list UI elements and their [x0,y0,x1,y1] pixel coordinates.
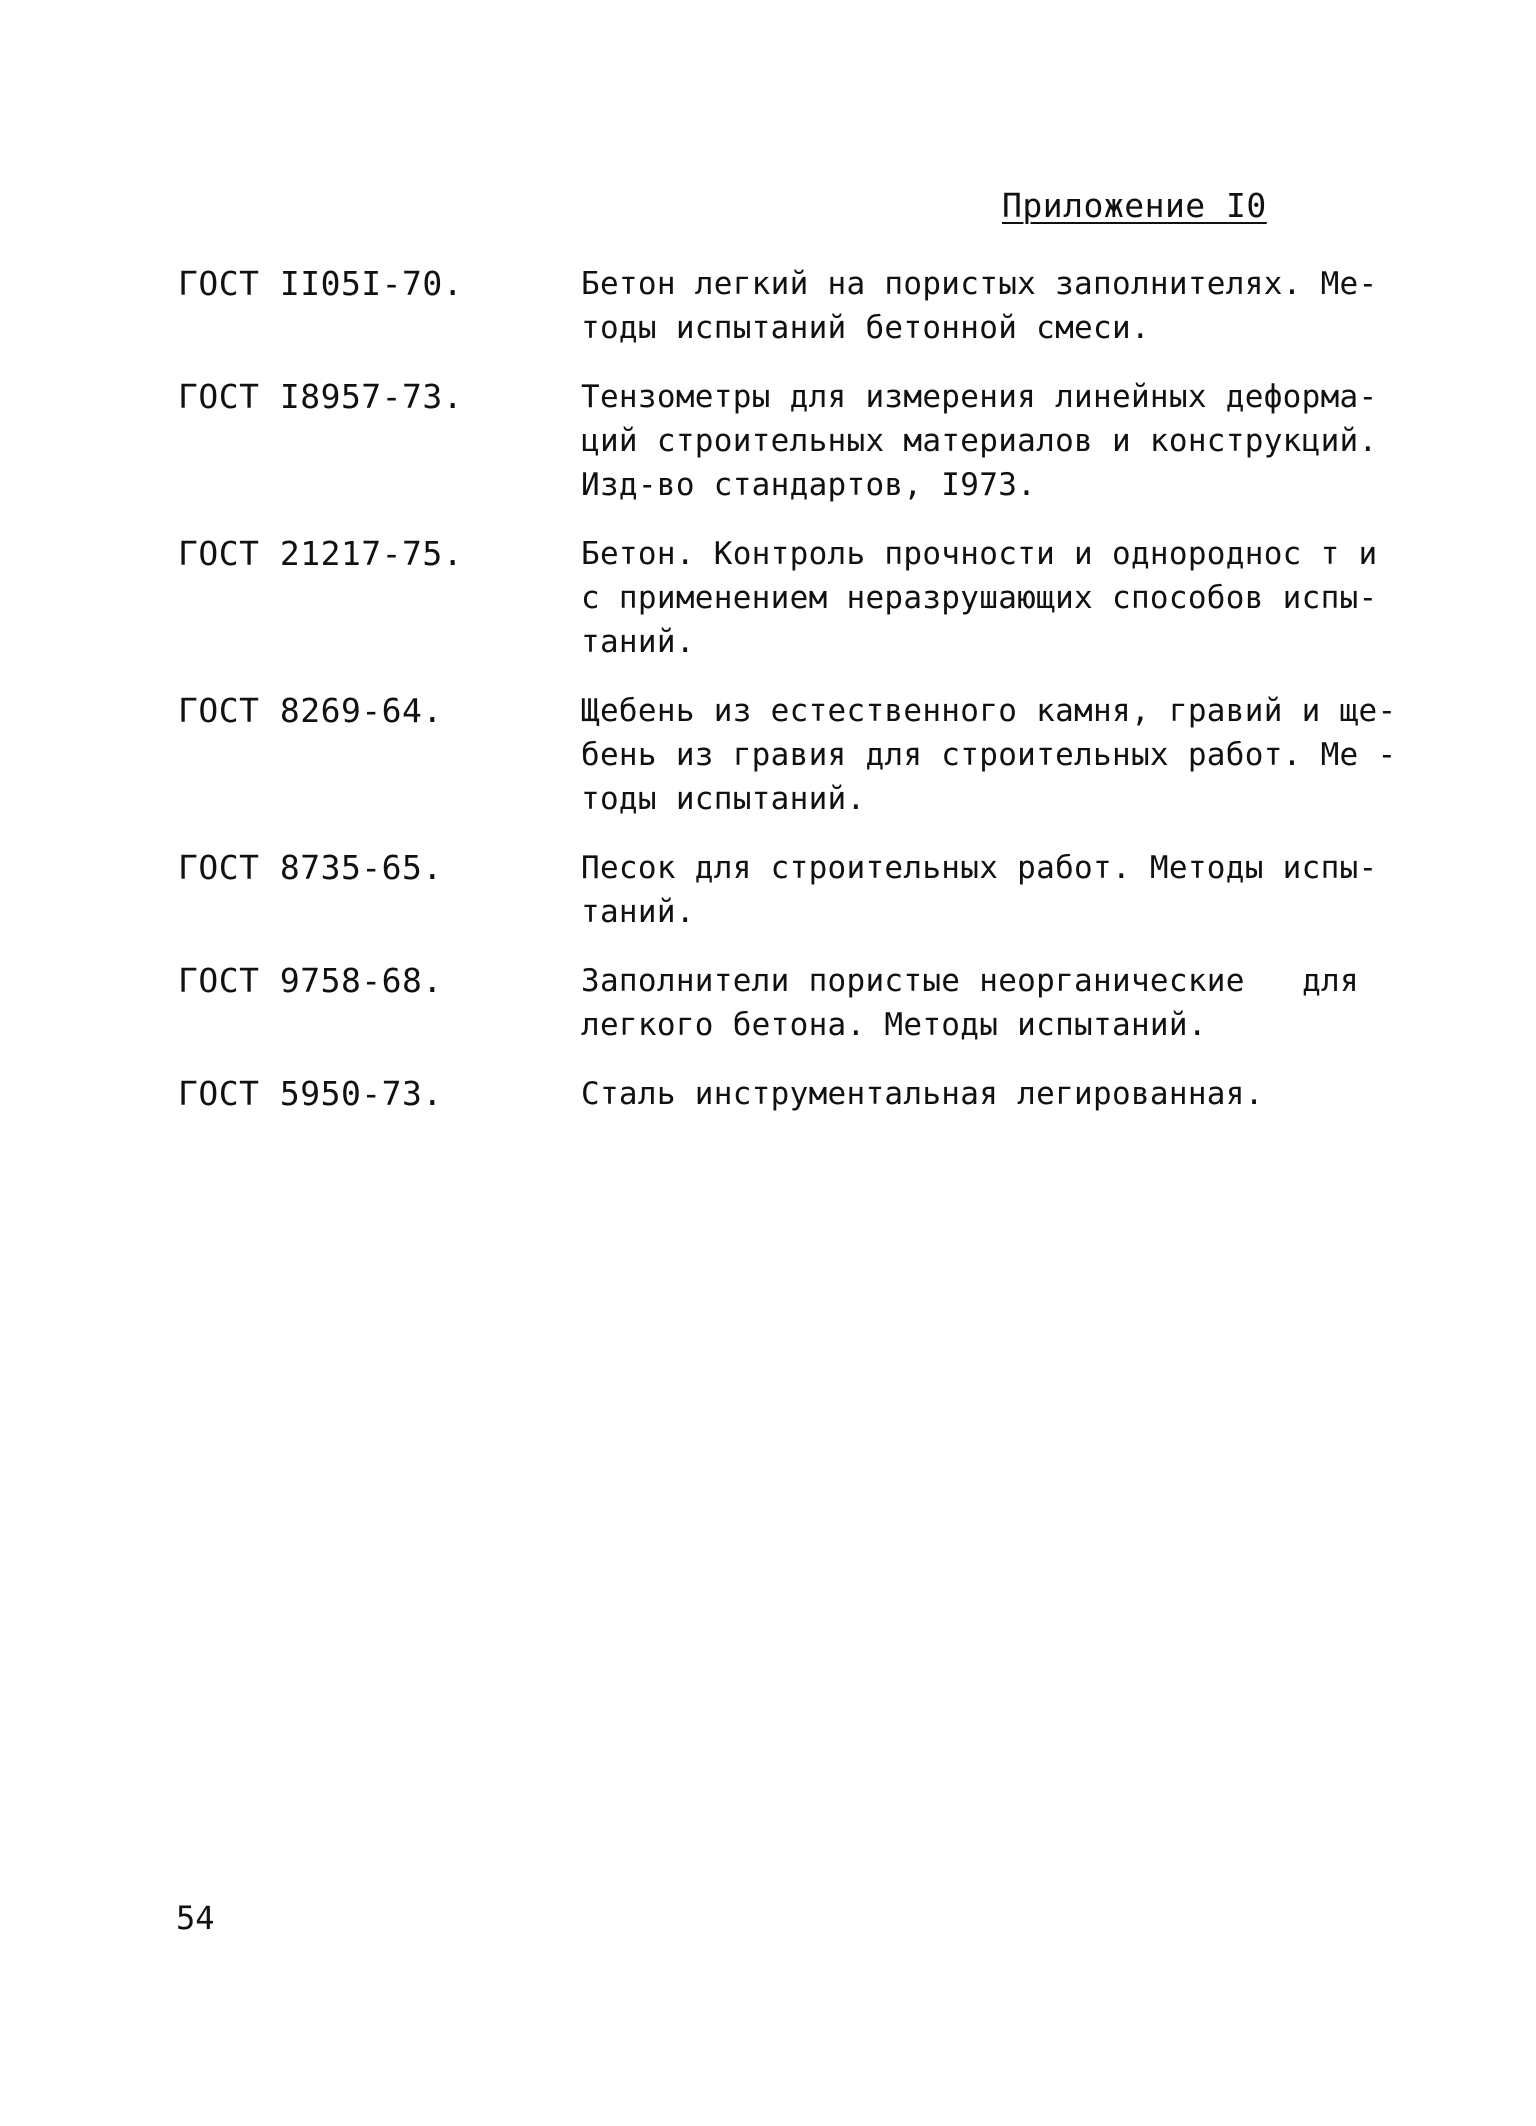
standard-title [581,1072,1359,1116]
title-line-right: для [1302,963,1359,999]
standard-code: ГОСТ 8269-64. [178,691,443,730]
standard-title [581,532,1378,664]
reference-item [178,1072,1378,1116]
standard-title [581,689,1397,821]
standard-code: ГОСТ II05I-70. [178,264,464,303]
page-number: 54 [176,1899,215,1937]
title-line: Сталь инструментальная легированная. [581,1076,1264,1112]
title-line-left: Заполнители пористые неорганические [581,963,1245,999]
title-line: Тензометры для измерения линейных деформа- [581,379,1378,415]
reference-item [178,846,1378,934]
standard-code: ГОСТ 8735-65. [178,848,443,887]
title-line: с применением неразрушающих способов испы- [581,580,1378,616]
title-line [581,959,1359,1003]
reference-item [178,532,1378,664]
reference-item [178,375,1378,507]
title-line: тоды испытаний бетонной смеси. [581,310,1150,346]
standard-title [581,262,1378,350]
title-line: тоды испытаний. [581,781,866,817]
standard-title [581,959,1359,1047]
reference-item [178,959,1378,1047]
title-line: Песок для строительных работ. Методы испы- [581,850,1378,886]
appendix-title: Приложение I0 [1002,186,1267,225]
title-line: бень из гравия для строительных работ. Ме - [581,737,1397,773]
standard-title [581,846,1378,934]
standard-code: ГОСТ 9758-68. [178,961,443,1000]
title-line: таний. [581,624,695,660]
title-line: легкого бетона. Методы испытаний. [581,1007,1207,1043]
standard-code: ГОСТ 21217-75. [178,534,464,573]
standard-title [581,375,1378,507]
reference-item [178,262,1378,350]
title-line: Бетон легкий на пористых заполнителях. Ме- [581,266,1378,302]
standard-code: ГОСТ I8957-73. [178,377,464,416]
reference-list [178,262,1397,1141]
title-line: Щебень из естественного камня, гравий и ще- [581,693,1397,729]
title-line: таний. [581,894,695,930]
standard-code: ГОСТ 5950-73. [178,1074,443,1113]
title-line: Бетон. Контроль прочности и однороднос т и [581,536,1378,572]
title-line: ций строительных материалов и конструкций. [581,423,1378,459]
reference-item [178,689,1397,821]
title-line: Изд-во стандартов, I973. [581,467,1037,503]
